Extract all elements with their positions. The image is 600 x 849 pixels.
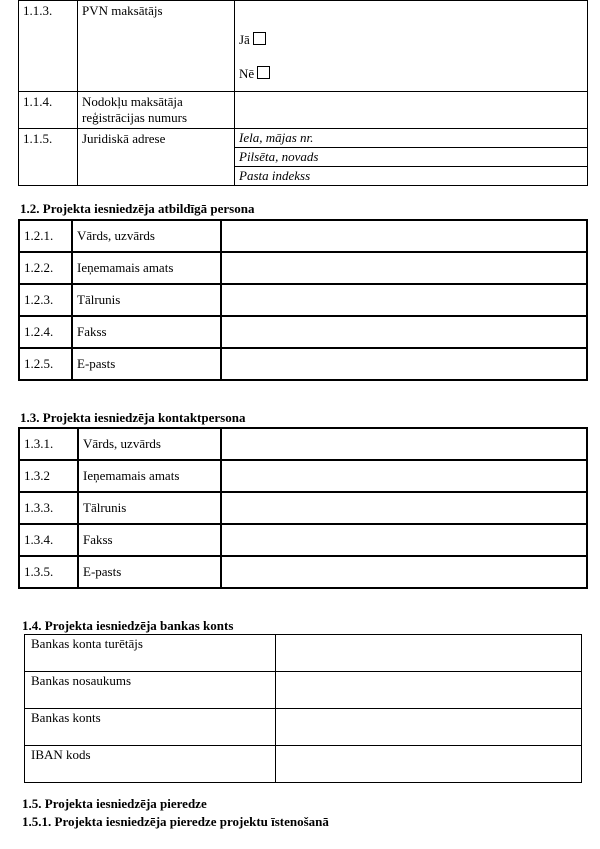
table-row — [19, 220, 587, 252]
table-row — [19, 348, 587, 380]
value-field[interactable] — [221, 316, 587, 348]
row-label: Nodokļu maksātāja reģistrācijas numurs — [78, 92, 235, 129]
row-label: Bankas nosaukums — [25, 672, 276, 709]
value-field[interactable] — [221, 428, 587, 460]
vat-no-label: Nē — [239, 66, 255, 81]
vat-no-option[interactable] — [239, 66, 583, 82]
row-label: E-pasts — [78, 556, 221, 588]
row-number: 1.2.1. — [19, 220, 72, 252]
address-zip-field[interactable]: Pasta indekss — [235, 167, 588, 186]
row-number: 1.3.3. — [19, 492, 78, 524]
contact-person-table — [18, 427, 588, 589]
row-number: 1.1.5. — [19, 129, 78, 186]
row-label: Ieņemamais amats — [78, 460, 221, 492]
value-field[interactable] — [221, 284, 587, 316]
section-title: 1.2. Projekta iesniedzēja atbildīgā persona — [20, 201, 255, 216]
table-row — [19, 92, 588, 129]
value-field[interactable] — [221, 556, 587, 588]
table-row — [19, 460, 587, 492]
section-title: 1.4. Projekta iesniedzēja bankas konts — [22, 618, 234, 633]
vat-yes-option[interactable] — [239, 32, 583, 48]
bank-account-table — [24, 634, 582, 783]
value-field[interactable] — [276, 635, 582, 672]
table-row — [19, 556, 587, 588]
table-row — [19, 1, 588, 92]
table-row — [19, 428, 587, 460]
value-field[interactable] — [276, 709, 582, 746]
row-label: IBAN kods — [25, 746, 276, 783]
address-street-field[interactable]: Iela, mājas nr. — [235, 129, 588, 148]
tax-number-field[interactable] — [235, 92, 588, 129]
row-number: 1.3.1. — [19, 428, 78, 460]
value-field[interactable] — [221, 492, 587, 524]
applicant-info-table — [18, 0, 588, 186]
row-number: 1.3.2 — [19, 460, 78, 492]
row-label: Bankas konts — [25, 709, 276, 746]
table-row — [19, 252, 587, 284]
row-number: 1.1.3. — [19, 1, 78, 92]
vat-no-checkbox[interactable] — [257, 66, 270, 79]
address-city-field[interactable]: Pilsēta, novads — [235, 148, 588, 167]
responsible-person-table — [18, 219, 588, 381]
row-number: 1.2.5. — [19, 348, 72, 380]
value-field[interactable] — [276, 672, 582, 709]
table-row — [25, 746, 582, 783]
section-subtitle: 1.5.1. Projekta iesniedzēja pieredze projektu īstenošanā — [22, 814, 329, 829]
table-row — [25, 672, 582, 709]
section-title: 1.5. Projekta iesniedzēja pieredze — [22, 796, 207, 811]
row-number: 1.2.4. — [19, 316, 72, 348]
table-row — [19, 316, 587, 348]
row-number: 1.3.5. — [19, 556, 78, 588]
section-title: 1.3. Projekta iesniedzēja kontaktpersona — [20, 410, 246, 425]
row-number: 1.2.2. — [19, 252, 72, 284]
row-label: Juridiskā adrese — [78, 129, 235, 186]
table-row — [25, 709, 582, 746]
row-label: Ieņemamais amats — [72, 252, 221, 284]
row-label: Vārds, uzvārds — [72, 220, 221, 252]
vat-payer-options — [235, 1, 588, 92]
value-field[interactable] — [221, 252, 587, 284]
row-label: Bankas konta turētājs — [25, 635, 276, 672]
value-field[interactable] — [221, 524, 587, 556]
row-label: Tālrunis — [78, 492, 221, 524]
row-number: 1.1.4. — [19, 92, 78, 129]
row-label: Fakss — [78, 524, 221, 556]
value-field[interactable] — [276, 746, 582, 783]
row-label: PVN maksātājs — [78, 1, 235, 92]
table-row — [19, 492, 587, 524]
value-field[interactable] — [221, 220, 587, 252]
row-label: E-pasts — [72, 348, 221, 380]
table-row — [19, 524, 587, 556]
row-label: Vārds, uzvārds — [78, 428, 221, 460]
value-field[interactable] — [221, 460, 587, 492]
value-field[interactable] — [221, 348, 587, 380]
row-label: Fakss — [72, 316, 221, 348]
row-number: 1.2.3. — [19, 284, 72, 316]
table-row — [19, 129, 588, 148]
table-row — [19, 284, 587, 316]
row-number: 1.3.4. — [19, 524, 78, 556]
vat-yes-label: Jā — [239, 32, 250, 47]
row-label: Tālrunis — [72, 284, 221, 316]
table-row — [25, 635, 582, 672]
vat-yes-checkbox[interactable] — [253, 32, 266, 45]
